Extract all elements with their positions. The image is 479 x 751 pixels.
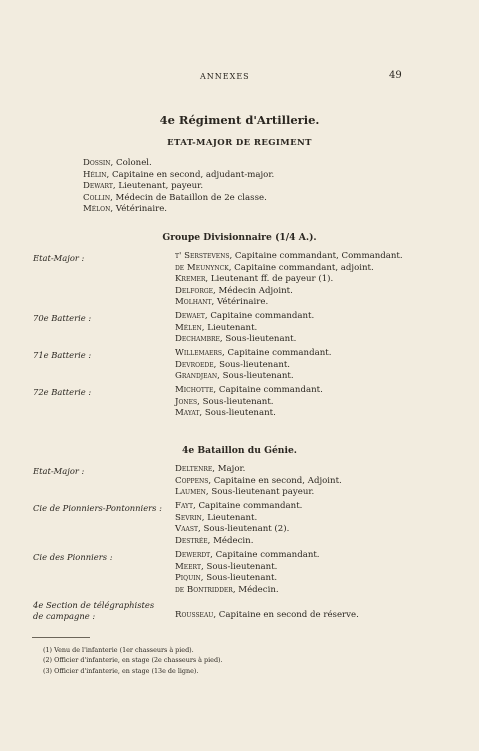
- member-entry: [175, 251, 403, 263]
- member-entry: [175, 371, 331, 383]
- unit-members: [175, 550, 320, 596]
- officer-name: Jones: [175, 396, 198, 407]
- member-entry: [175, 311, 314, 323]
- officer-role: , Vétérinaire.: [110, 204, 168, 215]
- officer-role: , Médecin de Bataillon de 2e classe.: [110, 192, 267, 203]
- officer-role: , Capitaine commandant.: [210, 550, 320, 560]
- officer-name: Devroede: [175, 359, 214, 370]
- officer-role: , Sous-lieutenant.: [200, 561, 278, 572]
- member-entry: [175, 610, 359, 622]
- officer-role: , Médecin Adjoint.: [213, 285, 293, 296]
- member-entry: [175, 585, 320, 597]
- staff-heading: ETAT-MAJOR DE REGIMENT: [167, 138, 312, 148]
- officer-role: , Lieutenant.: [201, 512, 258, 523]
- officer-name: Sevrin: [175, 512, 202, 523]
- officer-name: de Bontridder: [175, 584, 233, 595]
- unit-members: [175, 464, 342, 499]
- officer-role: , Capitaine commandant.: [213, 385, 323, 395]
- officer-role: , Sous-lieutenant.: [197, 396, 274, 407]
- officer-name: Delforge: [175, 285, 214, 296]
- officer-name: Dechambre: [175, 334, 220, 345]
- officer-name: Dewart: [83, 181, 113, 192]
- officer-role: , Colonel.: [110, 158, 152, 168]
- member-entry: [175, 562, 320, 574]
- officer-role: , Sous-lieutenant.: [200, 573, 278, 584]
- officer-name: Deltenre: [175, 464, 213, 474]
- member-entry: [175, 524, 302, 536]
- officer-role: , Sous-lieutenant.: [217, 371, 294, 382]
- officer-name: Mayat: [175, 408, 200, 419]
- member-entry: [175, 274, 403, 286]
- regiment-staff-list: [83, 158, 274, 216]
- member-entry: [175, 397, 323, 409]
- unit-members: [175, 251, 403, 309]
- unit-members: [175, 385, 323, 420]
- staff-entry: [83, 158, 274, 170]
- regiment-title: 4e Régiment d'Artillerie.: [159, 113, 320, 127]
- officer-role: , Sous-lieutenant.: [199, 408, 276, 419]
- officer-name: Dewaet: [175, 311, 205, 321]
- unit-members: [175, 311, 314, 346]
- footnote: (3) Officier d'infanterie, en stage (13e de ligne).: [43, 666, 199, 675]
- group-title: Groupe Divisionnaire (1/4 A.).: [162, 232, 317, 243]
- unit-label: 72e Batterie :: [33, 387, 92, 397]
- officer-name: Dewerdt: [175, 550, 211, 560]
- unit-label: Cie de Pionniers-Pontonniers :: [33, 503, 162, 513]
- unit-label: 70e Batterie :: [33, 313, 92, 323]
- member-entry: [175, 573, 320, 585]
- member-entry: [175, 323, 314, 335]
- officer-name: Fayt: [175, 501, 194, 511]
- officer-role: , Sous-lieutenant payeur.: [205, 487, 315, 498]
- officer-role: , Capitaine commandant.: [204, 311, 315, 321]
- member-entry: [175, 334, 314, 346]
- member-entry: [175, 464, 342, 476]
- member-entry: [175, 360, 331, 372]
- officer-role: , Capitaine en second, Adjoint.: [208, 475, 342, 486]
- officer-name: Willemaers: [175, 348, 223, 358]
- unit-members: [175, 348, 331, 383]
- officer-name: Mélen: [175, 322, 202, 333]
- officer-role: , Médecin.: [232, 584, 279, 595]
- officer-role: , Capitaine commandant.: [193, 501, 303, 511]
- officer-name: Rousseau: [175, 610, 214, 620]
- member-entry: [175, 476, 342, 488]
- member-entry: [175, 408, 323, 420]
- officer-role: , Capitaine commandant.: [222, 348, 332, 358]
- running-header: ANNEXES: [200, 72, 250, 81]
- officer-name: Kremer: [175, 274, 206, 285]
- officer-role: , Capitaine en second, adjudant-major.: [106, 169, 275, 180]
- officer-role: , Lieutenant.: [201, 322, 258, 333]
- unit-label: Etat-Major :: [33, 253, 85, 263]
- footnote: (2) Officier d'infanterie, en stage (2e chasseurs à pied).: [43, 656, 223, 665]
- officer-role: , Capitaine commandant, Commandant.: [229, 251, 403, 261]
- officer-role: , Sous-lieutenant (2).: [198, 524, 290, 535]
- officer-role: , Major.: [212, 464, 246, 474]
- officer-role: , Capitaine en second de réserve.: [213, 610, 359, 620]
- officer-name: Collin: [83, 192, 111, 203]
- staff-entry: [83, 170, 274, 182]
- officer-role: , Sous-lieutenant.: [213, 359, 291, 370]
- officer-name: Meert: [175, 561, 201, 572]
- officer-name: Michotte: [175, 385, 214, 395]
- page-number: 49: [389, 70, 402, 81]
- officer-name: Piquin: [175, 573, 201, 584]
- footnote-divider: [32, 637, 90, 638]
- member-entry: [175, 297, 403, 309]
- member-entry: [175, 550, 320, 562]
- member-entry: [175, 487, 342, 499]
- staff-entry: [83, 204, 274, 216]
- member-entry: [175, 263, 403, 275]
- footnote: (1) Venu de l'infanterie (1er chasseurs à pied).: [43, 646, 194, 654]
- officer-role: , Médecin.: [207, 535, 254, 546]
- officer-role: , Lieutenant ff. de payeur (1).: [205, 274, 334, 285]
- unit-label: Cie des Pionniers :: [33, 552, 113, 562]
- officer-role: , Vétérinaire.: [211, 297, 269, 308]
- officer-role: , Sous-lieutenant.: [219, 334, 297, 345]
- unit-label: 71e Batterie :: [33, 350, 92, 360]
- unit-label: 4e Section de télégraphistes de campagne :: [33, 600, 155, 621]
- officer-name: Coppens: [175, 475, 209, 486]
- member-entry: [175, 513, 302, 525]
- genie-title: 4e Bataillon du Génie.: [181, 445, 298, 456]
- officer-name: Laumen: [175, 487, 206, 498]
- officer-role: , Lieutenant, payeur.: [112, 181, 204, 192]
- officer-name: de Meunynck: [175, 262, 229, 273]
- unit-label: Etat-Major :: [33, 466, 85, 476]
- staff-entry: [83, 193, 274, 205]
- officer-name: Destrée: [175, 535, 208, 546]
- member-entry: [175, 536, 302, 548]
- officer-name: Molhant: [175, 297, 212, 308]
- officer-name: Hélin: [83, 169, 107, 180]
- officer-role: , Capitaine commandant, adjoint.: [228, 262, 374, 273]
- member-entry: [175, 348, 331, 360]
- unit-members: [175, 501, 302, 547]
- member-entry: [175, 385, 323, 397]
- unit-members: [175, 610, 359, 622]
- member-entry: [175, 286, 403, 298]
- officer-name: Dossin: [83, 158, 111, 168]
- officer-name: Vaast: [175, 524, 198, 535]
- footnotes: [43, 645, 223, 676]
- staff-entry: [83, 181, 274, 193]
- member-entry: [175, 501, 302, 513]
- officer-name: Mélon: [83, 204, 111, 215]
- officer-name: t' Serstevens: [175, 251, 230, 261]
- officer-name: Grandjean: [175, 371, 218, 382]
